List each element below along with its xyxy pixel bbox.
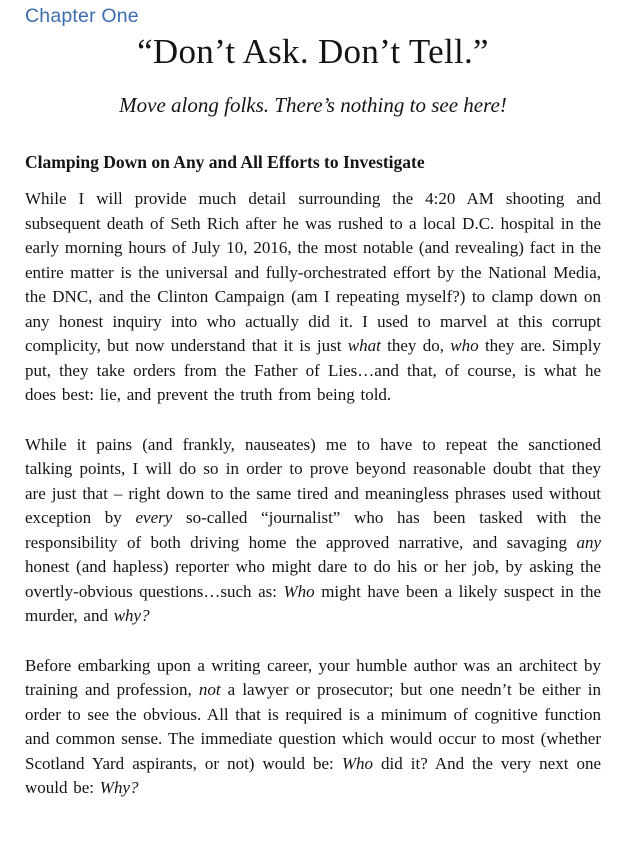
chapter-label: Chapter One (25, 5, 139, 27)
paragraph: While I will provide much detail surrounding the 4:20 AM shooting and subsequent death of Seth Rich after he was rushed to a local D.C. hospital in the early morning hours of July 10, 2016, the most notable (and revealing) fact in the entire matter is the universal and fully-orchestrated effort by the National Media, the DNC, and the Clinton Campaign (am I repeating myself?) to clamp down on any honest inquiry into who actually did it. I used to marvel at this corrupt complicity, but now understand that it is just what they do, who they are. Simply put, they take orders from the Father of Lies…and that, of course, is what he does best: lie, and prevent the truth from being told. (25, 189, 601, 404)
chapter-subtitle: Move along folks. There’s nothing to see here! (119, 93, 507, 117)
paragraph: Before embarking upon a writing career, your humble author was an architect by training and profession, not a lawyer or prosecutor; but one needn’t be either in order to see the obvious. All that is required is a minimum of cognitive function and common sense. The immediate question which would occur to most (whether Scotland Yard aspirants, or not) would be: Who did it? And the very next one would be: Why? (25, 655, 601, 797)
paragraph: While it pains (and frankly, nauseates) me to have to repeat the sanctioned talking points, I will do so in order to prove beyond reasonable doubt that they are just that – right down to the same tired and meaningless phrases used without exception by every so-called “journalist” who has been tasked with the responsibility of both driving home the approved narrative, and savaging any honest (and hapless) reporter who might dare to do his or her job, by asking the overtly-obvious questions…such as: Who might have been a likely suspect in the murder, and why? (25, 434, 602, 625)
section-heading: Clamping Down on Any and All Efforts to Investigate (25, 152, 425, 172)
chapter-title: “Don’t Ask. Don’t Tell.” (137, 32, 489, 71)
